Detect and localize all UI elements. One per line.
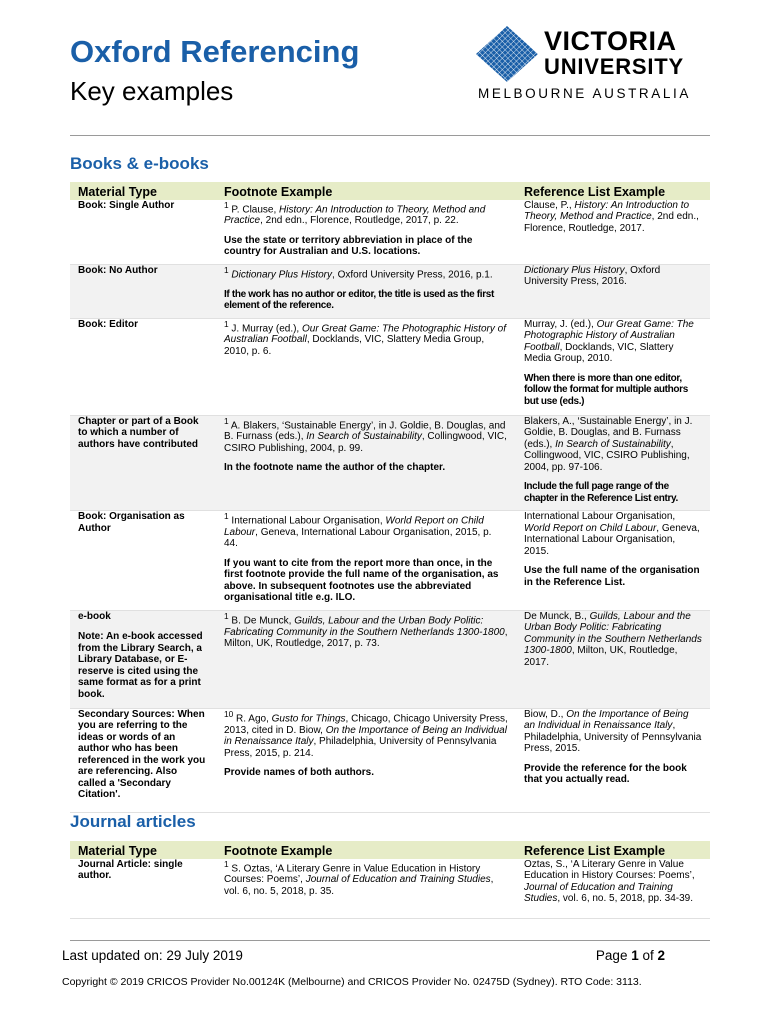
col-header-reference: Reference List Example: [516, 182, 710, 200]
material-type-cell: Book: Organisation as Author: [70, 511, 216, 611]
section-title-journals: Journal articles: [70, 812, 196, 831]
col-header-footnote: Footnote Example: [216, 841, 516, 859]
col-header-reference: Reference List Example: [516, 841, 710, 859]
footnote-note: Use the state or territory abbreviation in place of the country for Australian and U.S. locations.: [224, 234, 473, 258]
reference-cell: Dictionary Plus History, Oxford University Press, 2016.: [516, 264, 710, 318]
copyright-notice: Copyright © 2019 CRICOS Provider No.00124K (Melbourne) and CRICOS Provider No. 02475D (Sydney). RTO Code: 3113.: [62, 976, 642, 988]
diamond-logo-icon: [474, 24, 540, 84]
footnote-cell: $^1$ Dictionary Plus History, Oxford University Press, 2016, p.1. If the work has no author or editor, the title is used as the first element of the reference.: [216, 264, 516, 318]
footnote-cell: $^1$ B. De Munck, Guilds, Labour and the Urban Body Politic: Fabricating Community in the Southern Netherlands 1300-1800, Milton, UK, Routledge, 2017, p. 73.: [216, 610, 516, 708]
reference-cell: Oztas, S., ‘A Literary Genre in Value Education in History Courses: Poems’, Journal of Education and Training Studies, vol. 6, no. 5, 2018, pp. 34-39.: [516, 859, 710, 919]
table-row: [70, 708, 710, 812]
col-header-material: Material Type: [70, 182, 216, 200]
footnote-cell: $^1$ J. Murray (ed.), Our Great Game: The Photographic History of Australian Football, Docklands, VIC, Slattery Media Group, 2010, p. 6.: [216, 318, 516, 415]
university-logo: [474, 24, 714, 104]
page-number: Page 1 of 2: [595, 948, 665, 963]
table-row: [70, 318, 710, 415]
logo-line-victoria: VICTORIA: [544, 26, 677, 56]
footnote-cell: $^1$ P. Clause, History: An Introduction to Theory, Method and Practice, 2nd edn., Florence, Routledge, 2017, p. 22. Use the state or territory abbreviation in place of the country for Australian and U.S. locations.: [216, 200, 516, 265]
footnote-note: If the work has no author or editor, the title is used as the first element of the reference.: [224, 288, 494, 312]
table-row: [70, 264, 710, 318]
reference-cell: Biow, D., On the Importance of Being an Individual in Renaissance Italy, Philadelphia, University of Pennsylvania Press, 2015. Provide the reference for the book that you actually read.: [516, 708, 710, 812]
table-header-row: [70, 182, 710, 200]
reference-note: When there is more than one editor, follow the format for multiple authors but use (eds.): [524, 372, 688, 407]
table-row: [70, 200, 710, 265]
reference-cell: Clause, P., History: An Introduction to Theory, Method and Practice, 2nd edn., Florence, Routledge, 2017.: [516, 200, 710, 265]
footer-divider: [70, 940, 710, 941]
reference-cell: International Labour Organisation, World Report on Child Labour, Geneva, International Labour Organisation, 2015. Use the full name of the organisation in the Reference List.: [516, 511, 710, 611]
page-subtitle: Key examples: [70, 76, 234, 106]
table-row: [70, 511, 710, 611]
reference-note: Include the full page range of the chapter in the Reference List entry.: [524, 481, 678, 504]
page-title: Oxford Referencing: [70, 34, 360, 69]
header-divider: [70, 135, 710, 136]
footnote-cell: $^{10}$ R. Ago, Gusto for Things, Chicago, Chicago University Press, 2013, cited in D. Biow, On the Importance of Being an Individual in Renaissance Italy, Philadelphia, University of Pennsylvania Press, 2015, p. 214. Provide names of both authors.: [216, 708, 516, 812]
footnote-cell: $^1$ A. Blakers, ‘Sustainable Energy’, in J. Goldie, B. Douglas, and B. Furnass (eds.), In Search of Sustainability, Collingwood, VIC, CSIRO Publishing, 2004, p. 99. In the footnote name the author of the chapter.: [216, 415, 516, 511]
reference-note: Use the full name of the organisation in the Reference List.: [524, 565, 700, 588]
reference-note: Provide the reference for the book that you actually read.: [524, 762, 687, 786]
col-header-footnote: Footnote Example: [216, 182, 516, 200]
last-updated: Last updated on: 29 July 2019: [62, 948, 243, 963]
journals-table: [70, 841, 710, 919]
material-type-cell: Journal Article: single author.: [70, 859, 216, 919]
material-type-cell: Secondary Sources: When you are referring to the ideas or words of an author who has been referenced in the work you are referencing. Also called a 'Secondary Citation'.: [70, 708, 216, 812]
logo-line-university: UNIVERSITY: [544, 54, 685, 79]
books-table: [70, 182, 710, 813]
logo-line-location: MELBOURNE AUSTRALIA: [478, 86, 691, 101]
footnote-cell: $^1$ S. Oztas, ‘A Literary Genre in Value Education in History Courses: Poems’, Journal of Education and Training Studies, vol. 6, no. 5, 2018, p. 35.: [216, 859, 516, 919]
section-title-books: Books & e-books: [70, 154, 209, 173]
col-header-material: Material Type: [70, 841, 216, 859]
material-type-cell: Book: Editor: [70, 318, 216, 415]
footnote-cell: $^1$ International Labour Organisation, World Report on Child Labour, Geneva, International Labour Organisation, 2015, p. 44. If you want to cite from the report more than once, in the first footnote provide the full name of the organisation, as above. In subsequent footnotes use the abbreviated organisational title e.g. ILO.: [216, 511, 516, 611]
reference-cell: Blakers, A., ‘Sustainable Energy’, in J. Goldie, B. Douglas, and B. Furnass (eds.), In Search of Sustainability, Collingwood, VIC, CSIRO Publishing, 2004, pp. 97-106. Include the full page range of the chapter in the Reference List entry.: [516, 415, 710, 511]
reference-cell: De Munck, B., Guilds, Labour and the Urban Body Politic: Fabricating Community in the Southern Netherlands 1300-1800, Milton, UK, Routledge, 2017.: [516, 610, 710, 708]
reference-cell: Murray, J. (ed.), Our Great Game: The Photographic History of Australian Football, Docklands, VIC, Slattery Media Group, 2010. When there is more than one editor, follow the format for multiple authors but use (eds.): [516, 318, 710, 415]
table-header-row: [70, 841, 710, 859]
material-type-note: Note: An e-book accessed from the Library Search, a Library Database, or E-reserve is cited using the same format as for a print book.: [78, 631, 203, 700]
material-type-cell: Chapter or part of a Book to which a number of authors have contributed: [70, 415, 216, 511]
table-row: [70, 610, 710, 708]
footnote-note: In the footnote name the author of the chapter.: [224, 462, 446, 474]
table-row: [70, 859, 710, 919]
table-row: [70, 415, 710, 511]
material-type-cell: e-book Note: An e-book accessed from the Library Search, a Library Database, or E-reserve is cited using the same format as for a print book.: [70, 610, 216, 708]
material-type-cell: Book: Single Author: [70, 200, 216, 265]
material-type-cell: Book: No Author: [70, 264, 216, 318]
footnote-note: Provide names of both authors.: [224, 767, 375, 779]
footnote-note: If you want to cite from the report more than once, in the first footnote provide the full name of the organisation, as above. In subsequent footnotes use the abbreviated organisational title e.g. ILO.: [224, 557, 499, 604]
